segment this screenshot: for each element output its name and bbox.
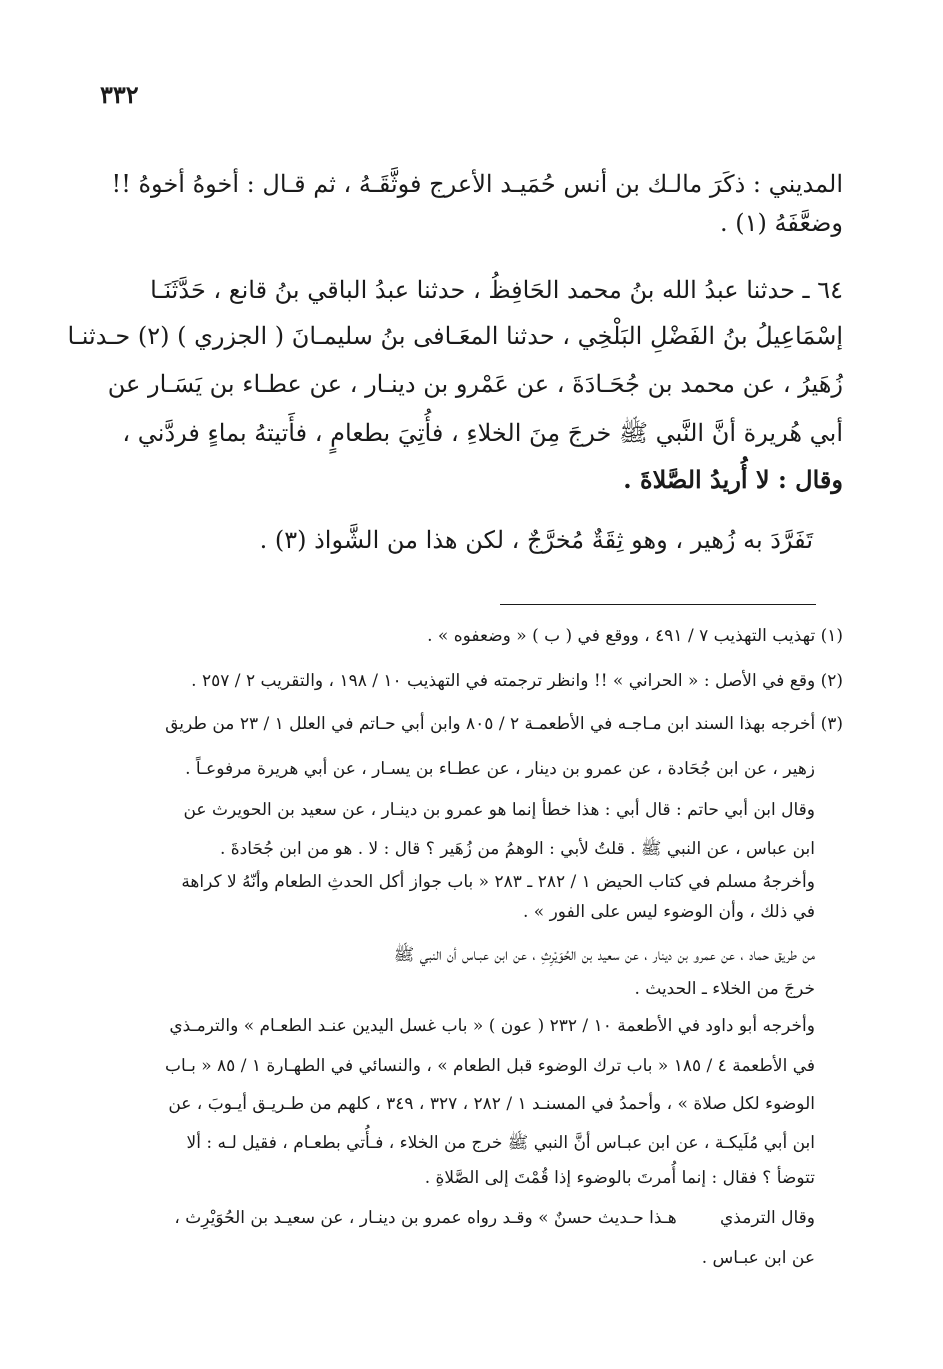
footnote-line: ابن عباس ، عن النبي ﷺ . قلتُ لأبي : الوهمُ من زُهَير ؟ قال : لا . هو من ابن جُحَادةَ . (219, 839, 815, 859)
body-line: وقال : لا أُريدُ الصَّلاةَ . (623, 465, 843, 494)
body-line: إسْمَاعِيلُ بنُ الفَضْلِ البَلْخِي ، حدثنا المعَـافى بنُ سليمـانَ ( الجزري ) (٢) حـدثنـا (67, 322, 843, 350)
body-line: زُهَيرُ ، عن محمد بن جُحَـادَةَ ، عن عَمْرو بن دينـار ، عن عطـاء بن يَسَـار عن (107, 370, 843, 398)
footnote-line: (٢) وقع في الأصل : « الحراني » !! وانظر ترجمته في التهذيب ١٠ / ١٩٨ ، والتقريب ٢ / ٢٥٧ . (191, 671, 843, 691)
footnote-line: الوضوء لكل صلاة » ، وأحمدُ في المسنـد ١ / ٢٨٢ ، ٣٢٧ ، ٣٤٩ ، كلهم من طـريـق أيـوبَ ، عن (168, 1094, 815, 1114)
footnote-line: من طريق حماد ، عن عمرو بن دينار ، عن سعيد بن الحُوَيْرِثِ ، عن ابن عبـاس أن النبي ﷺ (393, 945, 815, 965)
body-line: تَفَرَّدَ به زُهير ، وهو ثِقَةٌ مُخرَّجٌ ، لكن هذا من الشَّواذ (٣) . (259, 526, 813, 554)
body-line: ٦٤ ـ حدثنا عبدُ الله بنُ محمد الحَافِظُ ، حدثنا عبدُ الباقي بنُ قانع ، حَدَّثَنَـا (150, 276, 843, 304)
footnote-line: عن ابن عبـاس . (701, 1248, 815, 1268)
footnote-line: تتوضأ ؟ فقال : إنما أُمرتَ بالوضوء إذا قُمْتَ إلى الصَّلاةِ . (424, 1168, 815, 1188)
body-line: وضعَّفَهُ (١) . (719, 209, 843, 237)
footnote-line: وقال ابن أبي حاتم : قال أبي : هذا خطأ إنما هو عمرو بن دينـار ، عن سعيد بن الحويرث عن (183, 800, 815, 820)
footnote-line: في ذلك ، وأن الوضوء ليس على الفور » . (522, 902, 815, 922)
footnote-line: خرجَ من الخلاء ـ الحديث . (634, 979, 815, 999)
footnote-line: وقال الترمذي هـذا حـديث حسنٌ » وقـد رواه عمرو بن دينـار ، عن سعيـد بن الحُوَيْرِث ، (174, 1208, 815, 1228)
footnote-line: زهير ، عن ابن جُحَادة ، عن عمرو بن دينار ، عن عطـاء بن يسـار ، عن أبي هريرة مرفوعـاً . (185, 759, 815, 779)
page-number: ٣٣٢ (100, 80, 139, 109)
footnote-divider (500, 604, 816, 605)
footnote-line: ابن أبي مُلَيكـة ، عن ابن عبـاس أنَّ النبي ﷺ خرج من الخلاء ، فـأُتي بطعـام ، فقيل لـه : ألا (186, 1133, 815, 1153)
footnote-line: في الأطعمة ٤ / ١٨٥ « باب ترك الوضوء قبل الطعام » ، والنسائي في الطهـارة ١ / ٨٥ « بـاب (164, 1056, 815, 1076)
footnote-line: وأخرجه أبو داود في الأطعمة ١٠ / ٢٣٢ ( عون ) « باب غسل اليدين عنـد الطعـام » والترمـذي (169, 1016, 815, 1036)
footnote-line: (١) تهذيب التهذيب ٧ / ٤٩١ ، ووقع في ( ب ) « وضعفوه » . (427, 626, 843, 646)
footnote-line: (٣) أخرجه بهذا السند ابن مـاجـه في الأطعمـة ٢ / ٨٠٥ وابن أبي حـاتم في العلل ١ / ٢٣ من طريق (165, 714, 843, 734)
body-line: أبي هُريرة أنَّ النَّبي ﷺ خرجَ مِنَ الخلاءِ ، فأُتِيَ بطعامٍ ، فأَتيتهُ بماءٍ فردَّني ، (122, 419, 843, 447)
body-line: المديني : ذكَرَ مالـك بن أنس حُمَيـد الأعرج فوثَّقَـهُ ، ثم قـال : أخوهُ أخوهُ !! (111, 170, 843, 198)
footnote-line: وأخرجهُ مسلم في كتاب الحيض ١ / ٢٨٢ ـ ٢٨٣ « باب جواز أكل الحدثِ الطعام وأنّهُ لا كراهة (181, 872, 815, 892)
